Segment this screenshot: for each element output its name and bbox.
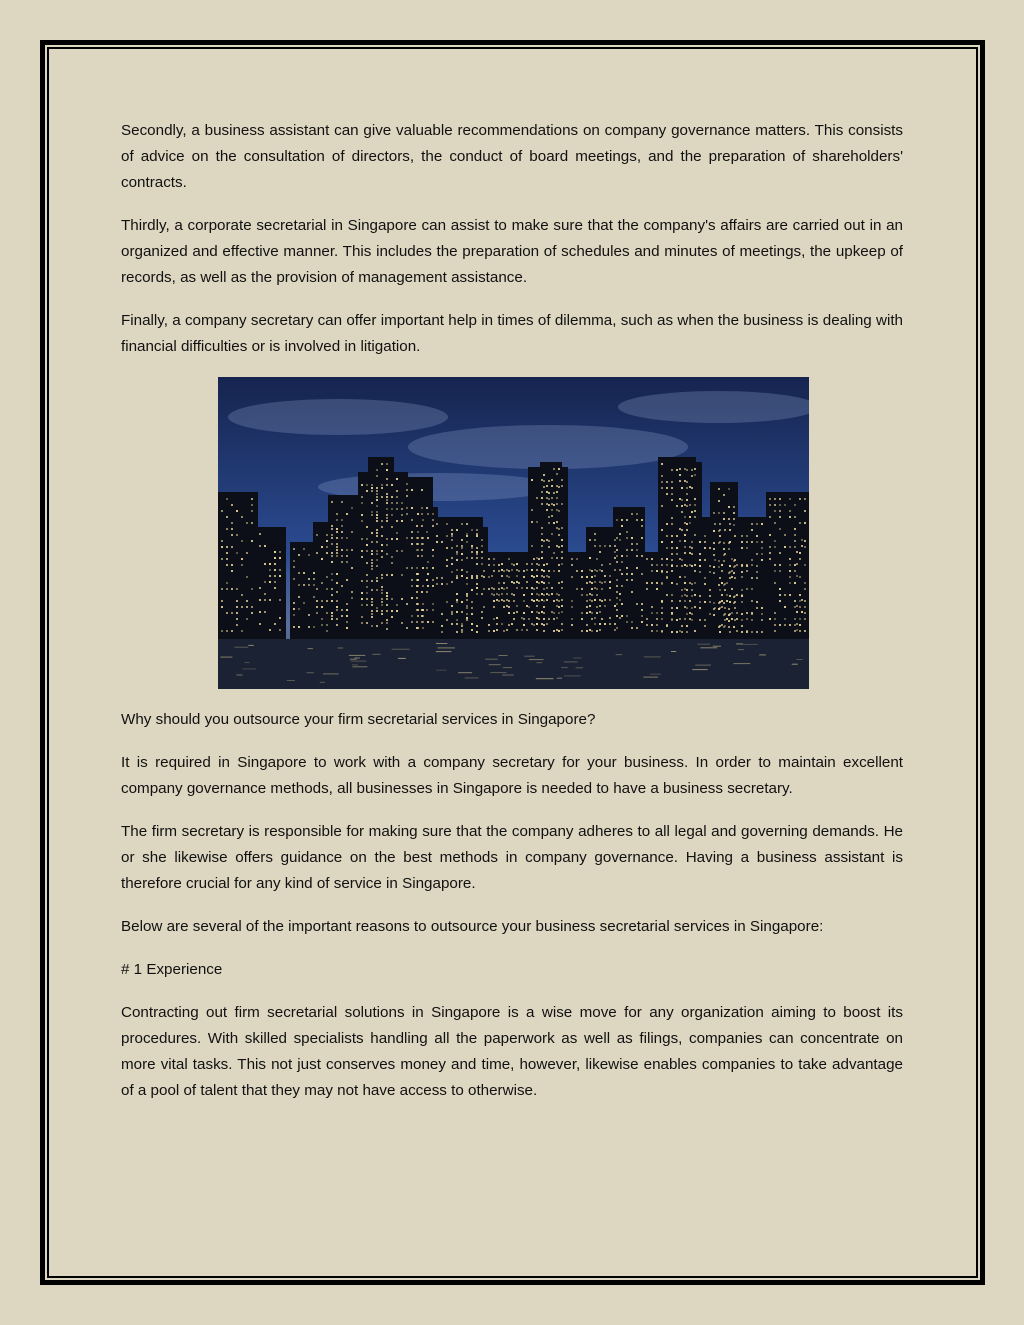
paragraph-secondly: Secondly, a business assistant can give valuable recommendations on company governance matters. This consists of advice on the consultation of directors, the conduct of board meetings, and the preparation of shareholders' contracts. bbox=[121, 122, 903, 191]
paragraph-reasons-intro: Below are several of the important reasons to outsource your business secretarial services in Singapore: bbox=[121, 918, 824, 935]
document-body bbox=[121, 118, 903, 1121]
heading-experience: # 1 Experience bbox=[121, 961, 223, 978]
paragraph-responsible: The firm secretary is responsible for making sure that the company adheres to all legal and governing demands. He or she likewise offers guidance on the best methods in company governance. Having a business assistant is therefore crucial for any kind of service in Singapore. bbox=[121, 823, 903, 892]
paragraph-finally: Finally, a company secretary can offer important help in times of dilemma, such as when the business is dealing with financial difficulties or is involved in litigation. bbox=[121, 312, 903, 355]
paragraph-required: It is required in Singapore to work with a company secretary for your business. In order to maintain excellent company governance methods, all businesses in Singapore is needed to have a business secretary. bbox=[121, 754, 903, 797]
singapore-skyline-photo bbox=[218, 377, 809, 689]
paragraph-thirdly: Thirdly, a corporate secretarial in Singapore can assist to make sure that the company's affairs are carried out in an organized and effective manner. This includes the preparation of schedules and minutes of meetings, the upkeep of records, as well as the provision of management assistance. bbox=[121, 217, 903, 286]
skyline-illustration bbox=[218, 377, 809, 689]
heading-why-outsource: Why should you outsource your firm secretarial services in Singapore? bbox=[121, 711, 596, 728]
paragraph-contracting-out: Contracting out firm secretarial solutions in Singapore is a wise move for any organization aiming to boost its procedures. With skilled specialists handling all the paperwork as well as filings, companies can concentrate on more vital tasks. This not just conserves money and time, however, likewise enables companies to take advantage of a pool of talent that they may not have access to otherwise. bbox=[121, 1004, 903, 1099]
